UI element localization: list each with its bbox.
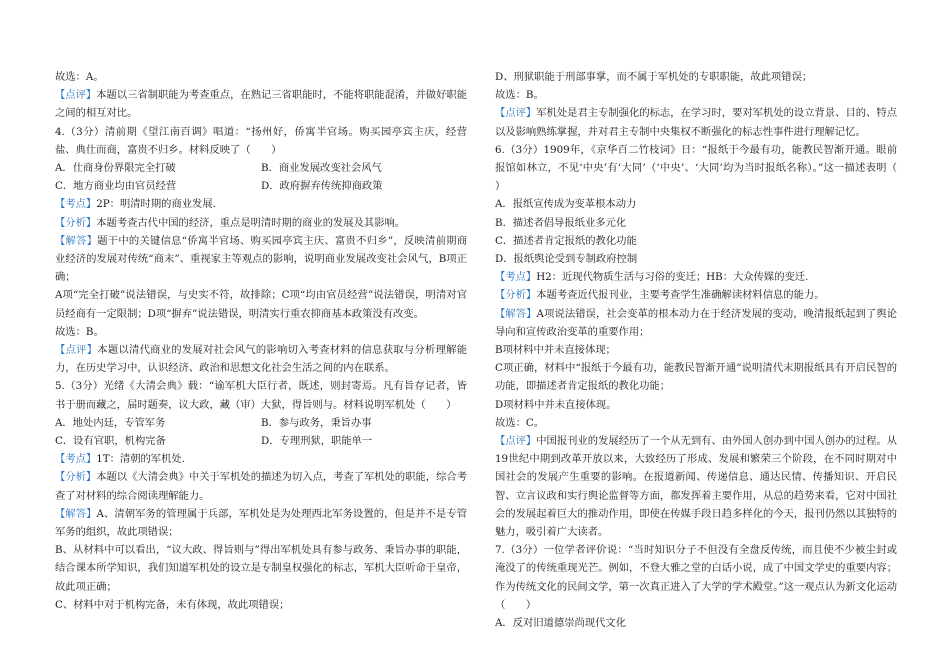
annotation-paragraph — [55, 341, 467, 377]
answer-options — [495, 195, 897, 268]
annotation-tag: 【点评】 — [55, 89, 97, 102]
annotation-tag: 【分析】 — [55, 216, 97, 229]
annotation-text: 1T：清朝的军机处. — [96, 453, 185, 466]
paragraph: D、刑狱职能于刑部事掌，而不属于军机处的专职职能，故此项错误； — [495, 71, 813, 83]
annotation-paragraph — [55, 468, 467, 504]
annotation-tag: 【分析】 — [55, 471, 97, 484]
paragraph: B项材料中并未直接体现； — [495, 344, 616, 357]
answer-option: A．报纸宣传成为变革根本动力 — [495, 198, 637, 211]
annotation-paragraph — [55, 214, 467, 232]
answer-option: C．描述者肯定报纸的教化功能 — [495, 234, 637, 247]
annotation-paragraph — [55, 450, 467, 468]
annotation-tag: 【考点】 — [495, 271, 537, 284]
annotation-text: 题干中的关键信息“侨寓半官场、购买园亭宾主庆、富贵不归乡”，反映清前期商业经济的发展对传统“商末”、重视家主等观点的影响，说明商业发展改变社会风气，B项正确； — [55, 234, 467, 284]
answer-options — [55, 414, 467, 432]
answer-option: B．参与政务，秉旨办事 — [261, 416, 372, 429]
annotation-paragraph — [55, 505, 467, 541]
paragraph: 故选：C。 — [495, 416, 545, 429]
annotation-text: 本题考查古代中国的经济，重点是明清时期的商业的发展及其影响。 — [96, 216, 406, 229]
paragraph: 7.（3分）一位学者评价说：“当时知识分子不但没有全盘反传统，而且使不少被尘封或淹没了的传统重现光芒。例如，不登大雅之堂的白话小说，成了中国文学史的重要内容；作为传统文化的民间文学，第一次真正进入了大学的学术殿堂。”这一观点认为新文化运动（ ） — [495, 544, 897, 611]
annotation-text: A项说法错误，社会变革的根本动力在于经济发展的变动，晚清报纸起到了舆论导向和宣传政治变革的重要作用； — [495, 307, 898, 338]
paragraph: A．反对旧道德崇尚现代文化 — [495, 617, 626, 630]
paragraph: 6.（3分）1909年，《京华百二竹枝词》日：“报纸于今最有功，能教民智渐开通。眼前报馆如林立，不见‘中央’有‘大同’（‘中央’、‘大同’均为当时报纸名称）。”这一描述表明（ ） — [495, 143, 918, 193]
paragraph: 故选：A。 — [55, 71, 104, 83]
answer-option: D．报纸舆论受到专制政府控制 — [495, 253, 638, 266]
paragraph: 故选：B。 — [55, 325, 104, 338]
annotation-tag: 【考点】 — [55, 453, 97, 466]
left-column — [55, 68, 467, 614]
answer-option: A．地处内廷，专管军务 — [55, 416, 166, 429]
answer-options — [55, 177, 467, 195]
paragraph: C、材料中对于机构完备，未有体现，故此项错误； — [55, 598, 290, 611]
paragraph: 故选：B。 — [495, 89, 544, 102]
annotation-paragraph — [55, 232, 467, 287]
answer-option: B．描述者倡导报纸业多元化 — [495, 216, 627, 229]
answer-option: B．商业发展改变社会风气 — [261, 162, 382, 175]
annotation-tag: 【点评】 — [495, 435, 537, 448]
paragraph: 5.（3分）光绪《大清会典》载：“谕军机大臣行者，既述，则封寄焉。凡有旨存记者，皆书于册而藏之，届时题奏，议大政，藏（审）大狱，得旨则与。材料说明军机处（ ） — [55, 380, 467, 411]
annotation-text: 中国报刊业的发展经历了一个从无到有、由外国人创办到中国人创办的过程。从19世纪中期到改革开放以来，大致经历了形成、发展和繁荣三个阶段，在不同时期对中国社会的发展产生重要的影响。在报道新闻、传递信息、通达民情、传播知识、开启民智、立言议政和实行舆论监督等方面，都发挥着主要作用，从总的趋势来看，它对中国社会的发展起着巨大的推动作用，即使在传媒手段日趋多样化的今天，报刊仍然以其独特的魅力，吸引着广大读者。 — [495, 435, 898, 539]
annotation-tag: 【考点】 — [55, 198, 97, 211]
annotation-paragraph — [55, 86, 467, 122]
annotation-text: H2：近现代物质生活与习俗的变迁；HB：大众传媒的变迁. — [536, 271, 809, 284]
annotation-paragraph — [495, 286, 897, 304]
right-column — [495, 68, 918, 632]
annotation-tag: 【点评】 — [55, 344, 98, 357]
answer-options — [55, 432, 467, 450]
annotation-text: 本题考查近代报刊业，主要考查学生准确解读材料信息的能力。 — [536, 289, 825, 302]
annotation-paragraph — [495, 305, 897, 341]
annotation-text: 2P：明清时期的商业发展. — [96, 198, 216, 211]
answer-option: D．专理刑狱，职能单一 — [261, 435, 373, 448]
annotation-tag: 【分析】 — [495, 289, 537, 302]
annotation-paragraph — [495, 104, 897, 140]
answer-option: C．设有官职，机构完备 — [55, 435, 166, 448]
annotation-tag: 【解答】 — [495, 307, 537, 320]
answer-option: D．政府摒弃传统抑商政策 — [261, 180, 383, 193]
answer-options — [55, 159, 467, 177]
annotation-paragraph — [55, 195, 467, 213]
annotation-tag: 【点评】 — [495, 107, 537, 120]
annotation-text: 本题以《大清会典》中关于军机处的描述为切入点，考查了军机处的职能，综合考查了对材料的综合阅读理解能力。 — [55, 471, 468, 502]
annotation-text: 本题以清代商业的发展对社会风气的影响切入考查材料的信息获取与分析理解能力，在历史学习中，认识经济、政治和思想文化社会生活之间的内在联系。 — [55, 344, 468, 375]
annotation-text: 本题以三省制职能为考查重点，在熟记三省职能时，不能将职能混淆，并做好职能之间的相互对比。 — [55, 89, 468, 120]
annotation-text: A、清朝军务的管理属于兵部，军机处是为处理西北军务设置的，但是并不是专管军务的组织，故此项错误； — [55, 507, 468, 539]
annotation-paragraph — [495, 432, 897, 541]
annotation-tag: 【解答】 — [55, 507, 97, 520]
paragraph: D项材料中并未直接体现。 — [495, 398, 617, 411]
annotation-text: 军机处是君主专制强化的标志，在学习时，要对军机处的设立背景、目的、特点以及影响熟练掌握，并对君主专制中央集权不断强化的标志性事件进行理解记忆。 — [495, 107, 898, 138]
answer-option: A．仕商身份界限完全打破 — [55, 162, 176, 175]
paragraph: B、从材料中可以看出，“议大政、得旨则与”得出军机处具有参与政务、秉旨办事的职能，结合课本所学知识，我们知道军机处的设立是专制皇权强化的标志，军机大臣听命于皇帝，故此项正确； — [55, 544, 467, 593]
paragraph: C项正确，材料中“报纸于今最有功，能教民智渐开通”说明清代末期报纸具有开启民智的功能，即描述者肯定报纸的教化功能； — [495, 362, 897, 393]
paragraph: 4.（3分）清前期《望江南百调》唱道：“扬州好，侨寓半官场。购买园亭宾主庆，经营盐、典仕而商，富贵不归乡。材料反映了（ ） — [55, 125, 467, 156]
annotation-tag: 【解答】 — [55, 234, 98, 247]
answer-option: C．地方商业均由官员经营 — [55, 180, 177, 193]
paragraph: A项“完全打破”说法错误，与史实不符，故排除；C项“均由官员经营”说法错误，明清对官员经商有一定限制；D项“摒弃”说法错误，明清实行重农抑商基本政策没有改变。 — [55, 289, 467, 320]
annotation-paragraph — [495, 268, 897, 286]
